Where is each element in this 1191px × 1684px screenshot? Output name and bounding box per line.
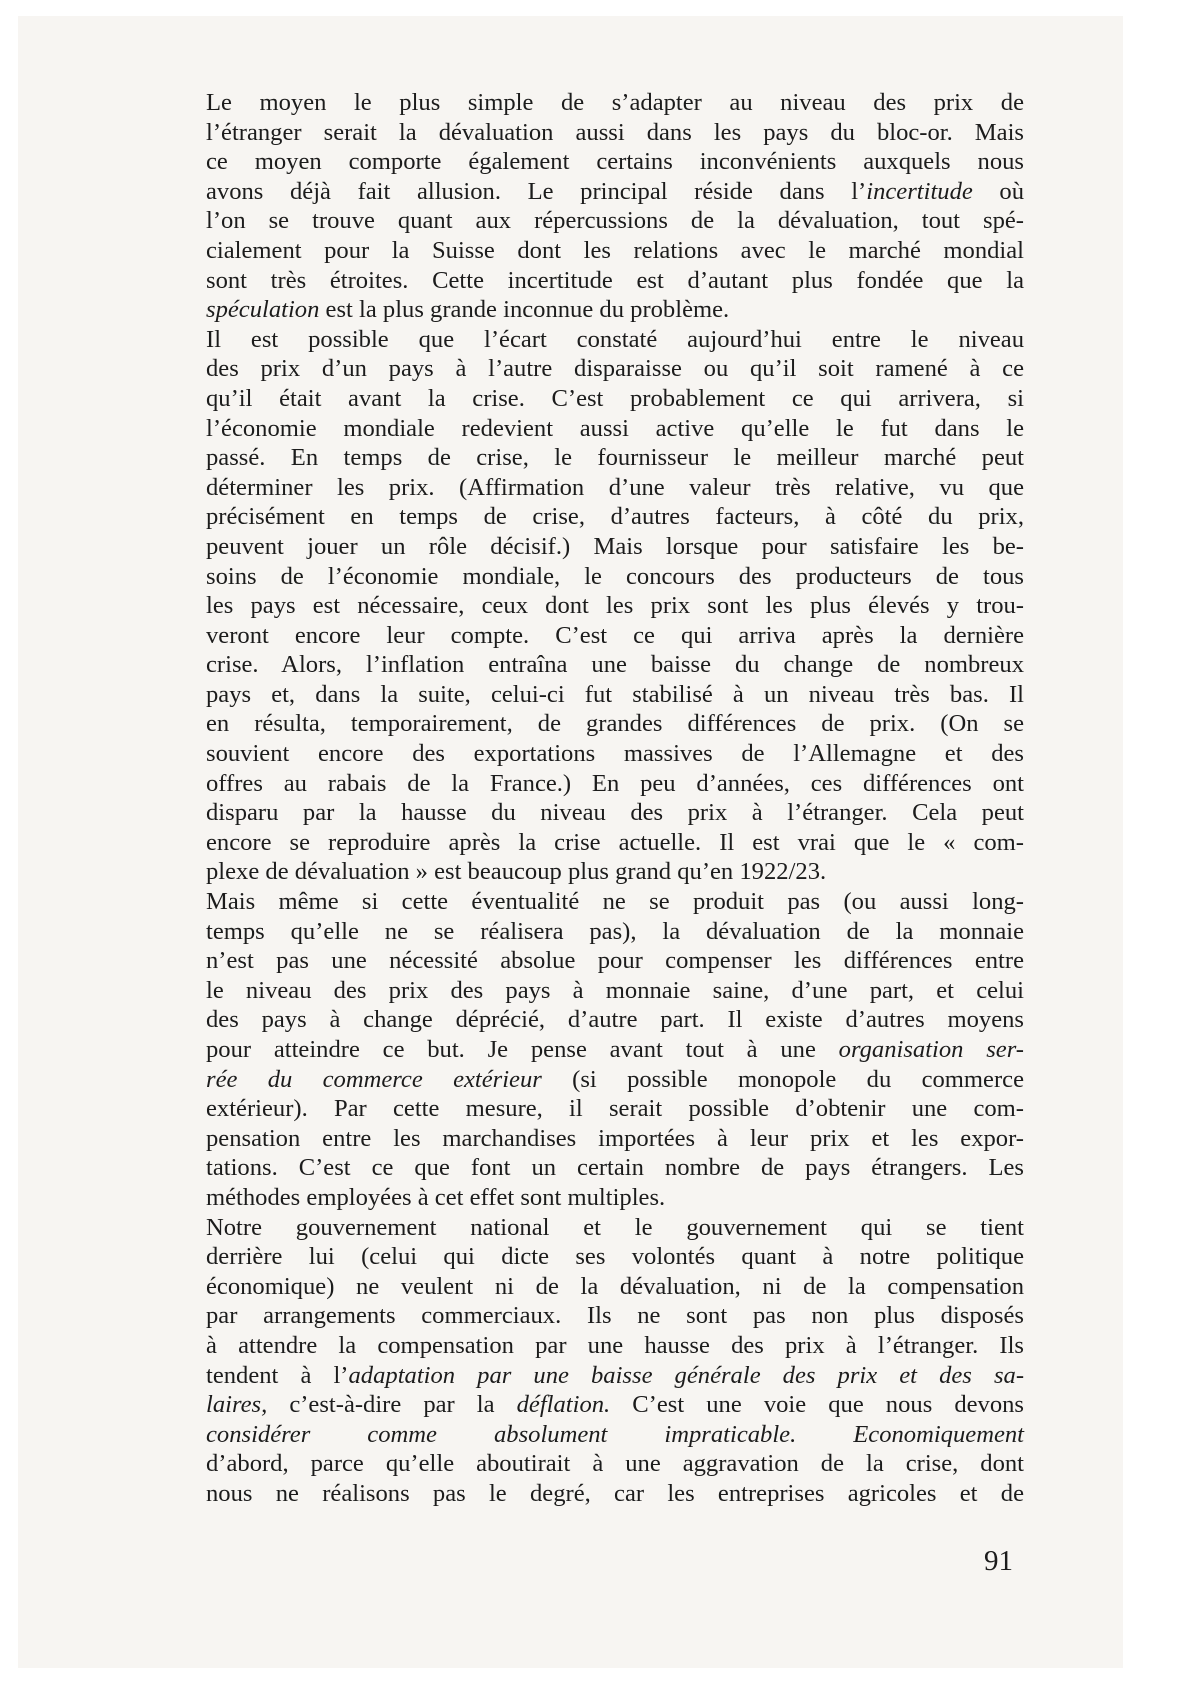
text-line [206, 266, 1024, 296]
text-run: qu’il était avant la crise. C’est probablement ce qui arrivera, si [206, 384, 1024, 412]
text-line [206, 739, 1024, 769]
text-run: (si possible monopole du commerce [541, 1065, 1024, 1093]
text-run: c’est-à-dire par la [267, 1391, 517, 1419]
text-run: passé. En temps de crise, le fournisseur le meilleur marché peut [206, 444, 1024, 472]
text-line [206, 236, 1024, 266]
italic-text: adaptation par une baisse générale des prix et des sa- [348, 1361, 1025, 1389]
text-run: par arrangements commerciaux. Ils ne sont pas non plus disposés [206, 1302, 1024, 1330]
text-run: l’étranger serait la dévaluation aussi dans les pays du bloc-or. Mais [206, 118, 1024, 146]
text-line [206, 1065, 1024, 1095]
text-run: encore se reproduire après la crise actuelle. Il est vrai que le « com- [206, 828, 1024, 856]
text-run: est la plus grande inconnue du problème. [319, 296, 730, 324]
text-line [206, 1331, 1024, 1361]
text-line [206, 1035, 1024, 1065]
text-line [206, 562, 1024, 592]
text-line [206, 1272, 1024, 1302]
text-run: n’est pas une nécessité absolue pour compenser les différences entre [206, 947, 1024, 975]
text-line [206, 384, 1024, 414]
text-run: des prix d’un pays à l’autre disparaisse ou qu’il soit ramené à ce [206, 355, 1024, 383]
paragraph [206, 325, 1024, 887]
text-line [206, 1301, 1024, 1331]
text-run: offres au rabais de la France.) En peu d’années, ces différences ont [206, 769, 1024, 797]
text-run: méthodes employées à cet effet sont multiples. [206, 1183, 666, 1211]
text-line [206, 1153, 1024, 1183]
text-line [206, 1094, 1024, 1124]
text-line [206, 532, 1024, 562]
italic-text: considérer comme absolument impraticable. Economiquement [206, 1420, 1024, 1448]
text-line [206, 976, 1024, 1006]
text-line [206, 1420, 1024, 1450]
text-line [206, 828, 1024, 858]
text-run: tendent à l’ [206, 1361, 349, 1389]
text-line [206, 177, 1024, 207]
text-run: Le moyen le plus simple de s’adapter au niveau des prix de [206, 89, 1024, 116]
text-run: Il est possible que l’écart constaté aujourd’hui entre le niveau [206, 325, 1024, 353]
paragraph [206, 887, 1024, 1213]
text-line [206, 414, 1024, 444]
italic-text: spéculation [206, 296, 320, 324]
text-run: sont très étroites. Cette incertitude est d’autant plus fondée que la [206, 266, 1024, 294]
text-run: l’on se trouve quant aux répercussions de la dévaluation, tout spé- [206, 207, 1024, 235]
paragraph [206, 1213, 1024, 1509]
text-run: temps qu’elle ne se réalisera pas), la dévaluation de la monnaie [206, 917, 1024, 945]
text-run: peuvent jouer un rôle décisif.) Mais lorsque pour satisfaire les be- [206, 532, 1024, 560]
text-run: précisément en temps de crise, d’autres facteurs, à côté du prix, [206, 503, 1024, 531]
text-run: disparu par la hausse du niveau des prix à l’étranger. Cela peut [206, 799, 1024, 827]
text-line [206, 917, 1024, 947]
text-run: pensation entre les marchandises importées à leur prix et les expor- [206, 1124, 1024, 1152]
italic-text: laires, [206, 1391, 268, 1419]
text-run: ce moyen comporte également certains inconvénients auxquels nous [206, 148, 1024, 176]
text-line [206, 118, 1024, 148]
text-line [206, 147, 1024, 177]
text-line [206, 798, 1024, 828]
text-run: plexe de dévaluation » est beaucoup plus grand qu’en 1922/23. [206, 858, 827, 886]
text-run: souvient encore des exportations massives de l’Allemagne et des [206, 740, 1024, 768]
text-line [206, 1124, 1024, 1154]
text-line [206, 1213, 1024, 1243]
text-run: pays et, dans la suite, celui-ci fut stabilisé à un niveau très bas. Il [206, 680, 1024, 708]
text-line [206, 1479, 1024, 1509]
text-line [206, 887, 1024, 917]
paragraph [206, 88, 1024, 325]
text-run: veront encore leur compte. C’est ce qui arriva après la dernière [206, 621, 1024, 649]
text-run: le niveau des prix des pays à monnaie saine, d’une part, et celui [206, 976, 1024, 1004]
italic-text: organisation ser- [838, 1036, 1024, 1063]
text-run: tations. C’est ce que font un certain nombre de pays étrangers. Les [206, 1154, 1024, 1182]
text-line [206, 88, 1024, 118]
text-run: derrière lui (celui qui dicte ses volontés quant à notre politique [206, 1243, 1024, 1271]
text-line [206, 325, 1024, 355]
text-run: l’économie mondiale redevient aussi active qu’elle le fut dans le [206, 414, 1024, 442]
text-line [206, 502, 1024, 532]
text-line [206, 709, 1024, 739]
text-run: crise. Alors, l’inflation entraîna une baisse du change de nombreux [206, 651, 1024, 679]
text-line [206, 1361, 1024, 1391]
text-run: cialement pour la Suisse dont les relations avec le marché mondial [206, 236, 1024, 264]
body-text [206, 88, 1024, 1509]
text-run: économique) ne veulent ni de la dévaluation, ni de la compensation [206, 1272, 1024, 1300]
text-run: extérieur). Par cette mesure, il serait possible d’obtenir une com- [206, 1095, 1024, 1123]
text-run: en résulta, temporairement, de grandes différences de prix. (On se [206, 710, 1024, 738]
text-line [206, 443, 1024, 473]
text-run: soins de l’économie mondiale, le concours des producteurs de tous [206, 562, 1024, 590]
text-line [206, 1242, 1024, 1272]
text-run: déterminer les prix. (Affirmation d’une valeur très relative, vu que [206, 473, 1024, 501]
text-run: Notre gouvernement national et le gouvernement qui se tient [206, 1213, 1024, 1241]
text-line [206, 650, 1024, 680]
text-run: nous ne réalisons pas le degré, car les entreprises agricoles et de [206, 1479, 1024, 1507]
text-line [206, 1390, 1024, 1420]
text-line [206, 680, 1024, 710]
text-line [206, 1449, 1024, 1479]
italic-text: rée du commerce extérieur [206, 1065, 542, 1093]
text-run: C’est une voie que nous devons [610, 1391, 1024, 1419]
text-run: Mais même si cette éventualité ne se produit pas (ou aussi long- [206, 888, 1024, 916]
text-line [206, 206, 1024, 236]
text-run: d’abord, parce qu’elle aboutirait à une aggravation de la crise, dont [206, 1450, 1024, 1478]
text-line [206, 295, 1024, 325]
text-run: avons déjà fait allusion. Le principal réside dans l’ [206, 177, 867, 205]
italic-text: déflation. [516, 1391, 611, 1419]
text-line [206, 769, 1024, 799]
text-line [206, 621, 1024, 651]
text-line [206, 857, 1024, 887]
text-line [206, 591, 1024, 621]
text-run: les pays est nécessaire, ceux dont les prix sont les plus élevés y trou- [206, 592, 1024, 620]
italic-text: incertitude [866, 177, 973, 205]
text-line [206, 946, 1024, 976]
text-run: pour atteindre ce but. Je pense avant tout à une [206, 1036, 839, 1063]
text-line [206, 1183, 1024, 1213]
text-line [206, 473, 1024, 503]
text-run: à attendre la compensation par une hausse des prix à l’étranger. Ils [206, 1331, 1024, 1359]
text-run: où [972, 177, 1025, 205]
text-run: des pays à change déprécié, d’autre part. Il existe d’autres moyens [206, 1006, 1024, 1034]
page-number: 91 [984, 1545, 1013, 1577]
text-line [206, 354, 1024, 384]
text-line [206, 1005, 1024, 1035]
